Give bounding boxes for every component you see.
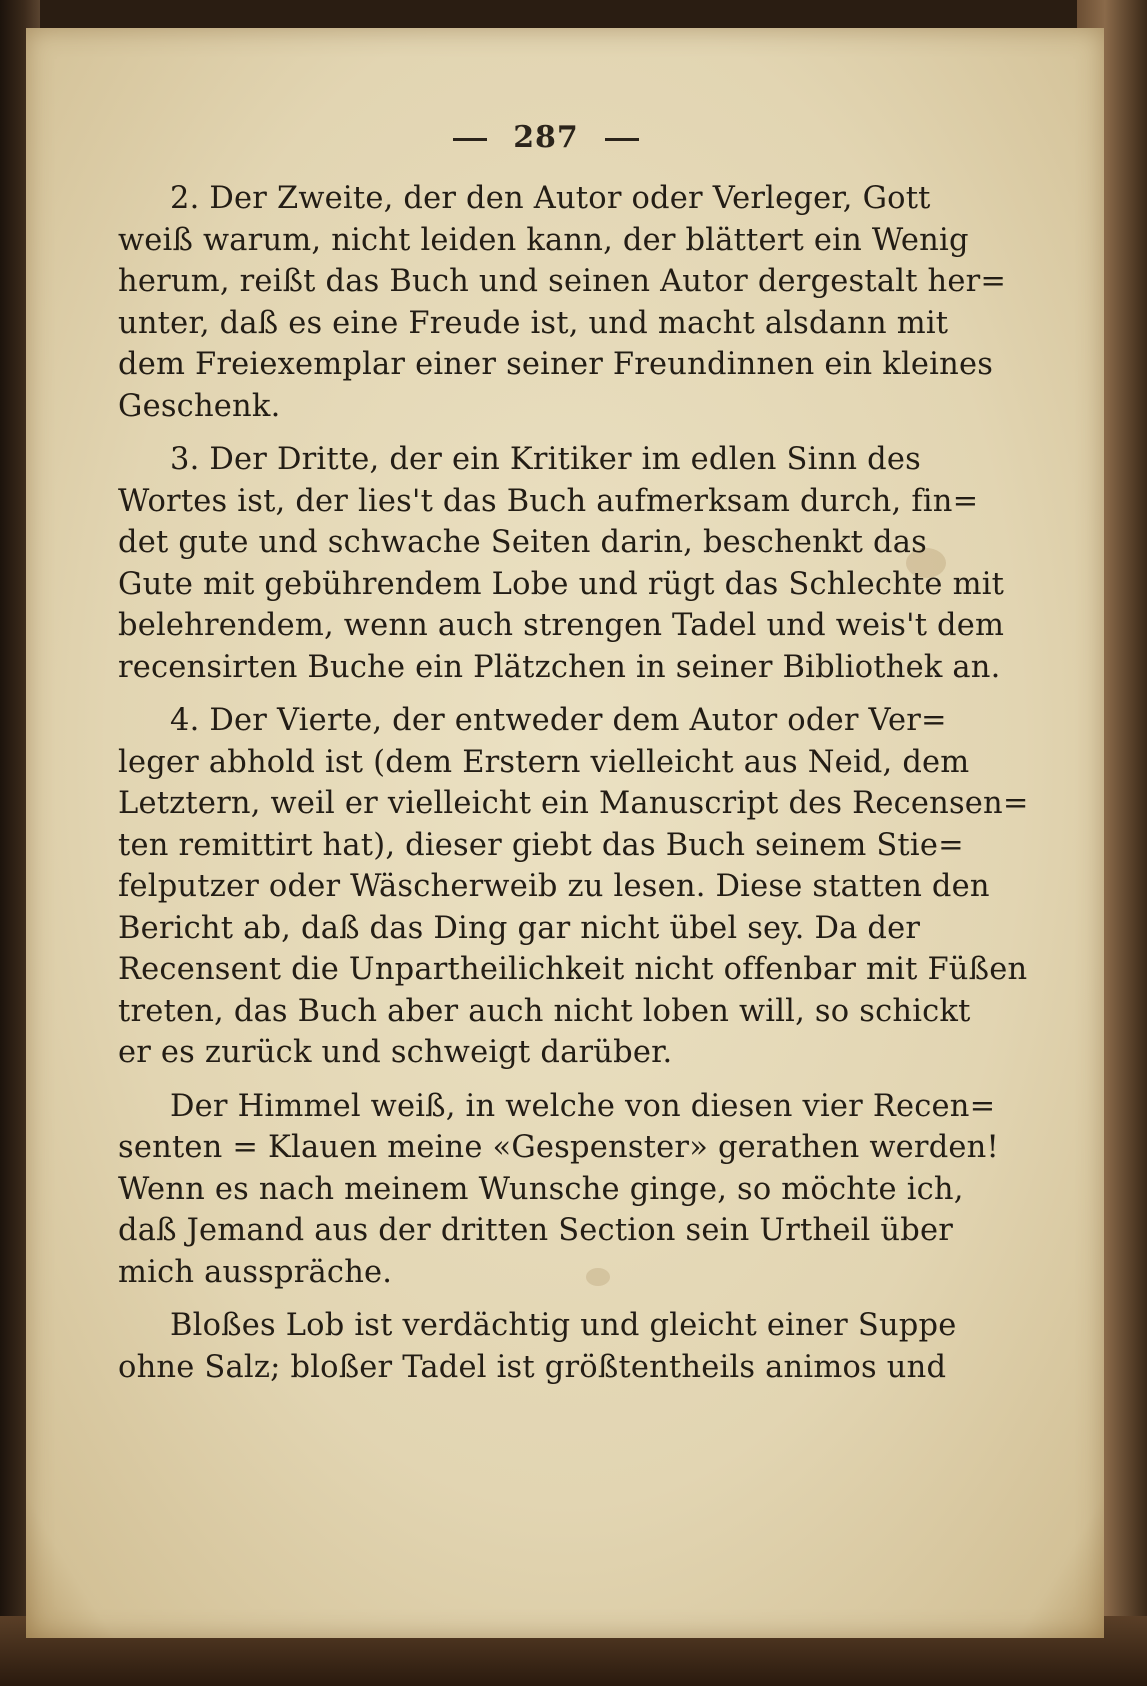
text-line: unter, daß es eine Freude ist, und macht alsdann mit xyxy=(118,305,949,341)
text-line: Wenn es nach meinem Wunsche ginge, so möchte ich, xyxy=(118,1171,964,1207)
page-body-text xyxy=(118,178,1029,1388)
text-line: dem Freiexemplar einer seiner Freundinnen ein kleines xyxy=(118,347,994,382)
paragraph-himmel xyxy=(118,1086,998,1294)
text-line: herum, reißt das Buch und seinen Autor dergestalt her= xyxy=(118,264,1007,299)
text-line: ohne Salz; bloßer Tadel ist größtentheils animos und xyxy=(118,1349,947,1385)
text-line: belehrendem, wenn auch strengen Tadel und weis't dem xyxy=(118,608,1005,643)
text-line: weiß warum, nicht leiden kann, der blättert ein Wenig xyxy=(118,222,969,258)
text-line: treten, das Buch aber auch nicht loben will, so schickt xyxy=(118,993,971,1029)
text-line: Bericht ab, daß das Ding gar nicht übel sey. Da der xyxy=(118,910,921,946)
page-number-dash-left xyxy=(453,138,487,141)
text-line: 4. Der Vierte, der entweder dem Autor oder Ver= xyxy=(170,703,947,738)
text-line: felputzer oder Wäscherweib zu lesen. Diese statten den xyxy=(118,869,990,904)
paragraph-2 xyxy=(118,178,1007,427)
page-number xyxy=(26,120,1066,155)
text-line: er es zurück und schweigt darüber. xyxy=(118,1035,673,1070)
text-line: ten remittirt hat), dieser giebt das Buch seinem Stie= xyxy=(118,827,964,863)
paragraph-3 xyxy=(118,439,1005,688)
text-line: 2. Der Zweite, der den Autor oder Verleger, Gott xyxy=(170,181,931,216)
text-line: Gute mit gebührendem Lobe und rügt das Schlechte mit xyxy=(118,566,1005,602)
text-line: 3. Der Dritte, der ein Kritiker im edlen Sinn des xyxy=(170,442,921,477)
text-line: daß Jemand aus der dritten Section sein Urtheil über xyxy=(118,1213,953,1248)
text-line: det gute und schwache Seiten darin, beschenkt das xyxy=(118,525,927,560)
text-line: mich ausspräche. xyxy=(118,1254,393,1290)
paragraph-lob xyxy=(118,1305,998,1388)
text-line: Letztern, weil er vielleicht ein Manuscript des Recensen= xyxy=(118,786,1029,821)
paragraph-4 xyxy=(118,700,1029,1074)
text-line: Wortes ist, der lies't das Buch aufmerksam durch, fin= xyxy=(118,483,979,519)
text-line: Bloßes Lob ist verdächtig und gleicht einer Suppe xyxy=(170,1308,957,1343)
text-line: Der Himmel weiß, in welche von diesen vier Recen= xyxy=(170,1088,996,1124)
page-number-value: 287 xyxy=(513,120,579,155)
text-line: recensirten Buche ein Plätzchen in seiner Bibliothek an. xyxy=(118,649,1001,685)
text-line: senten = Klauen meine «Gespenster» gerathen werden! xyxy=(118,1130,999,1165)
text-line: Recensent die Unpartheilichkeit nicht offenbar mit Füßen xyxy=(118,952,1028,987)
page-number-dash-right xyxy=(605,138,639,141)
book-page xyxy=(26,28,1104,1638)
text-line: Geschenk. xyxy=(118,388,281,424)
text-line: leger abhold ist (dem Erstern vielleicht aus Neid, dem xyxy=(118,744,970,780)
